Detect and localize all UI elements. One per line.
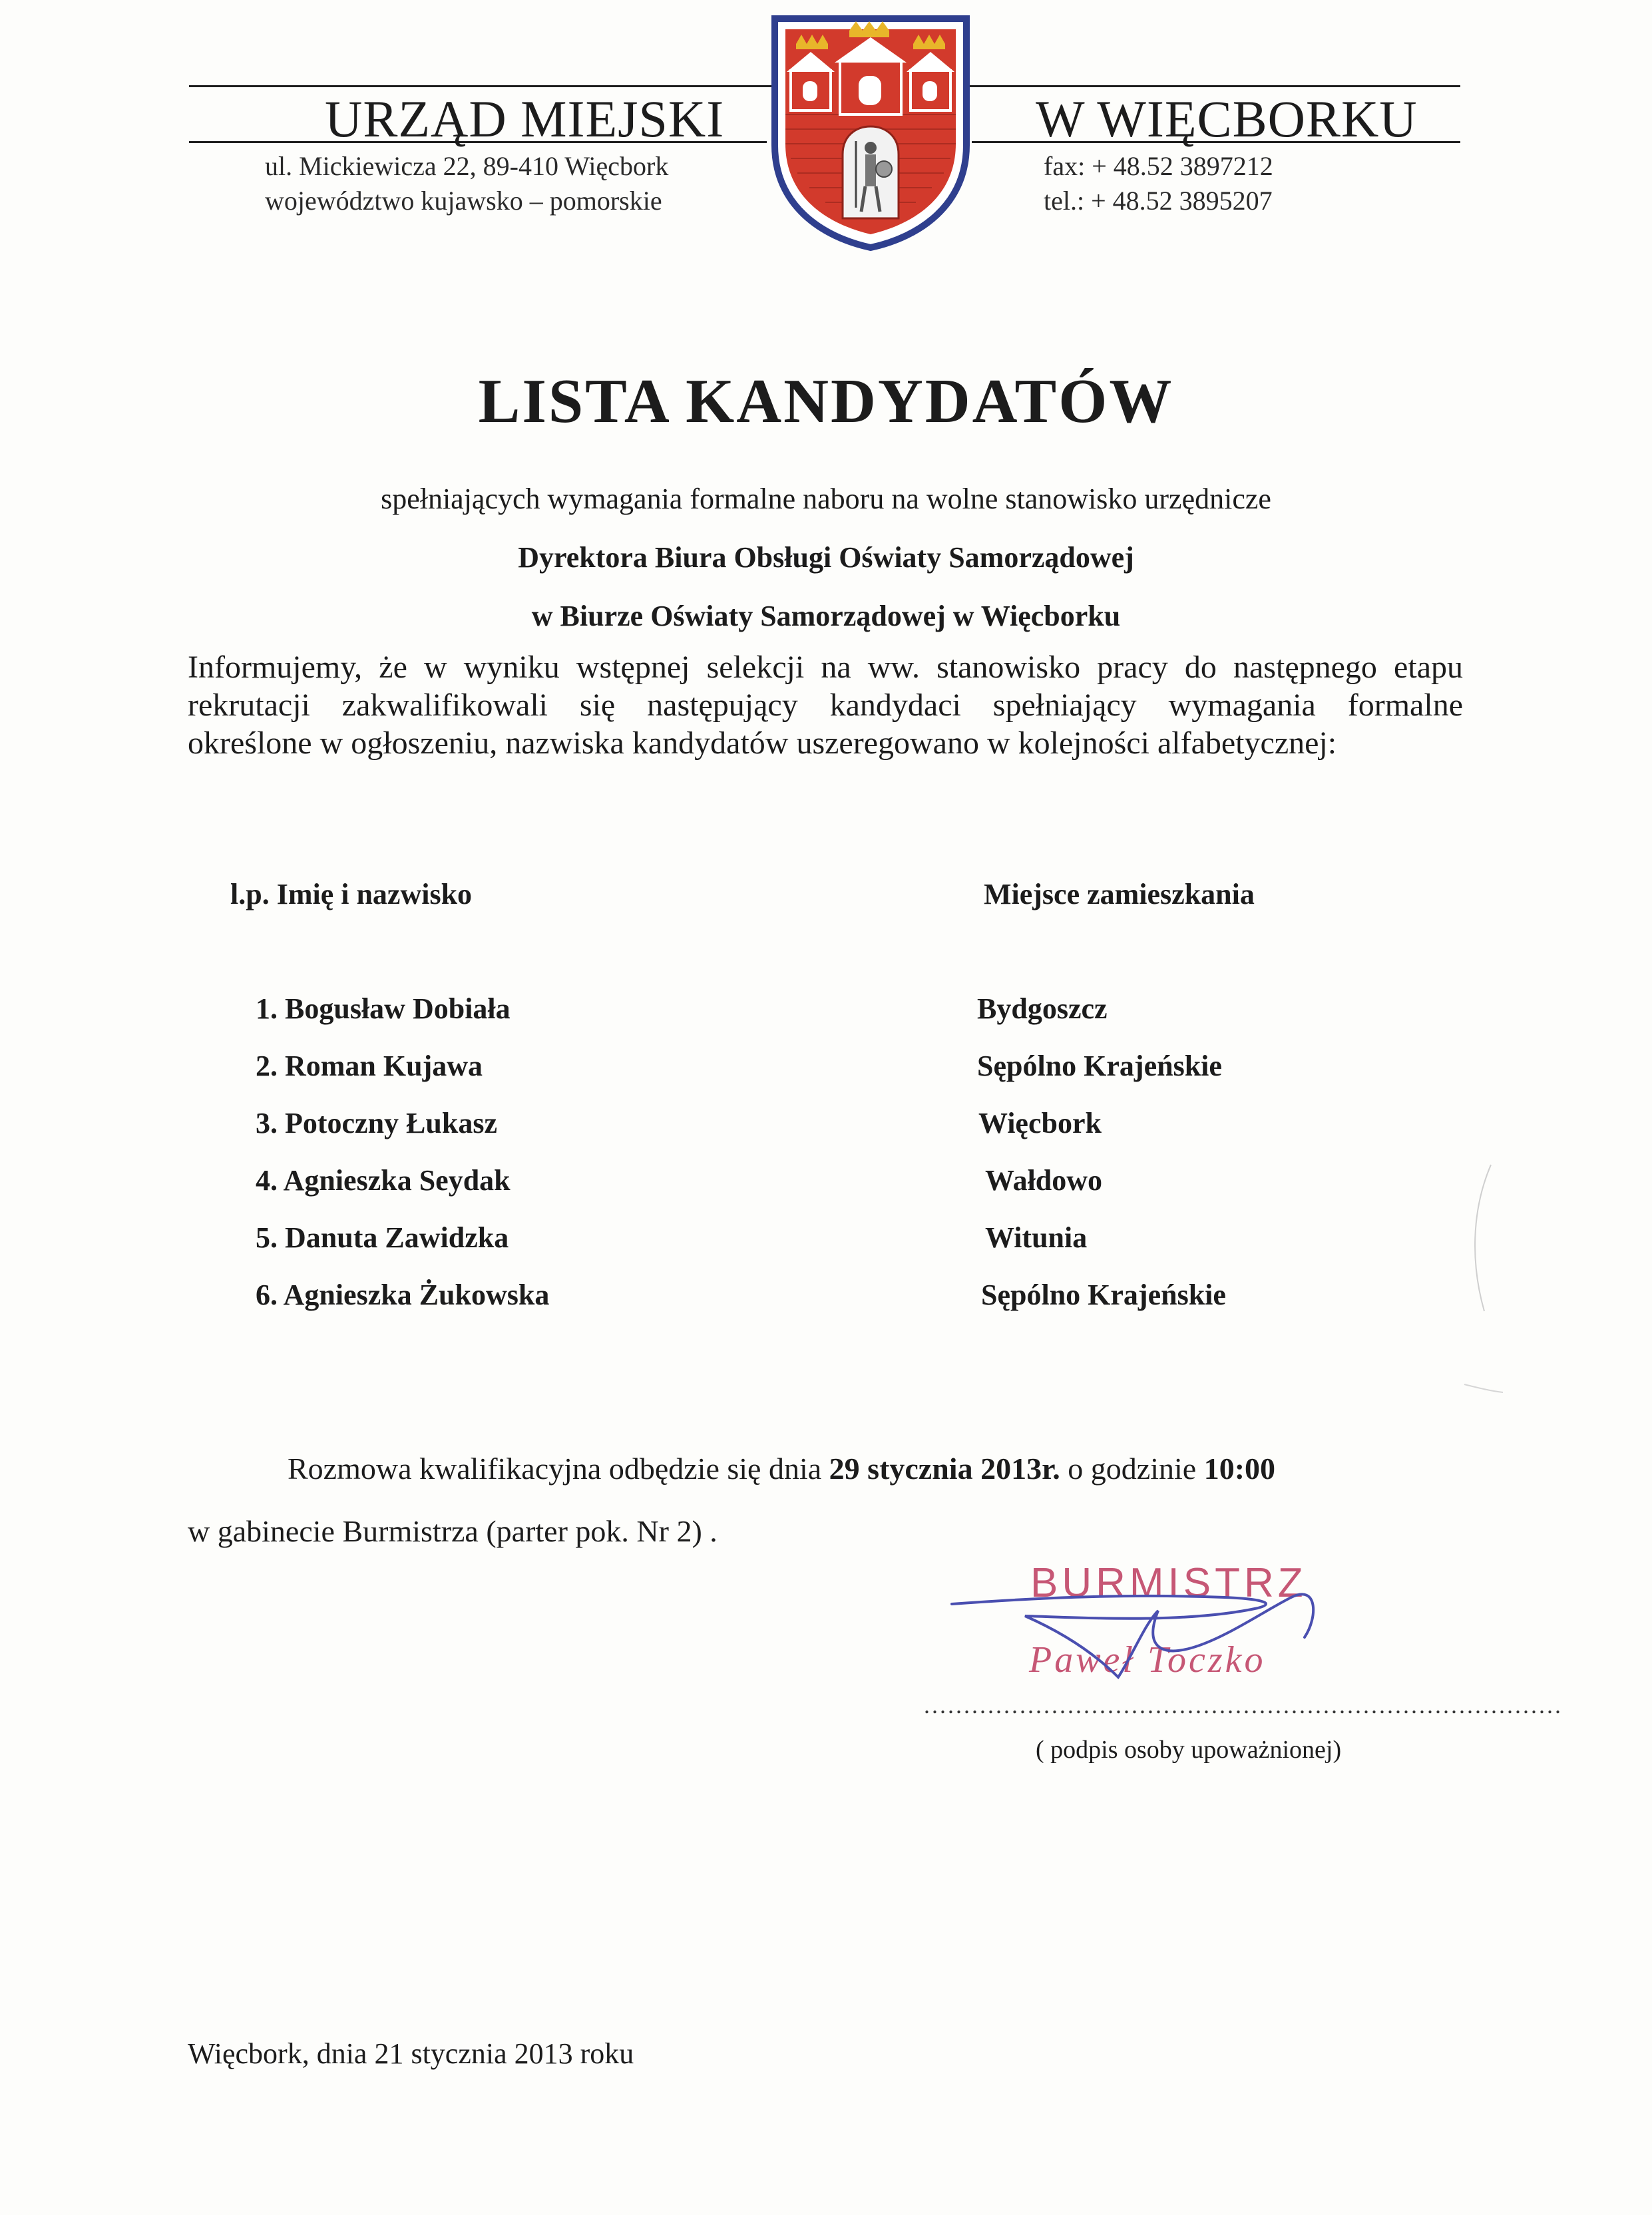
province-line: województwo kujawsko – pomorskie [265, 186, 662, 216]
office-name-right: W WIĘCBORKU [1036, 90, 1418, 148]
fax-line: fax: + 48.52 3897212 [1044, 151, 1273, 181]
subtitle-department: w Biurze Oświaty Samorządowej w Więcborku [531, 600, 1121, 632]
meeting-date: 29 stycznia 2013r. [829, 1452, 1060, 1486]
meeting-text: Rozmowa kwalifikacyjna odbędzie się dnia [288, 1452, 829, 1486]
candidate-name: 5. Danuta Zawidzka [256, 1221, 509, 1254]
scan-artifact [1464, 1158, 1504, 1531]
subtitle-requirements: spełniających wymagania formalne naboru na wolne stanowisko urzędnicze [381, 483, 1271, 515]
subtitle-position: Dyrektora Biura Obsługi Oświaty Samorządowej [518, 541, 1134, 574]
signature-caption: ( podpis osoby upoważnionej) [1036, 1736, 1342, 1764]
mayor-stamp-title: BURMISTRZ [1030, 1560, 1307, 1606]
tel-line: tel.: + 48.52 3895207 [1044, 186, 1273, 216]
mayor-stamp-name: Paweł Toczko [1029, 1639, 1266, 1681]
candidate-name: 1. Bogusław Dobiała [256, 992, 511, 1025]
meeting-text-2: o godzinie [1060, 1452, 1204, 1486]
candidate-place: Sępólno Krajeńskie [981, 1279, 1226, 1311]
address-line: ul. Mickiewicza 22, 89-410 Więcbork [265, 151, 669, 181]
candidate-place: Sępólno Krajeńskie [977, 1050, 1222, 1082]
document-title: LISTA KANDYDATÓW [478, 367, 1174, 436]
meeting-location: w gabinecie Burmistrza (parter pok. Nr 2) . [188, 1514, 718, 1548]
candidate-name: 3. Potoczny Łukasz [256, 1107, 497, 1139]
meeting-line [288, 1454, 1275, 1484]
signature-dotted-line: ................................................................................ [924, 1692, 1563, 1718]
meeting-time: 10:00 [1203, 1452, 1276, 1486]
place-and-date: Więcbork, dnia 21 stycznia 2013 roku [188, 2037, 634, 2070]
candidate-name: 6. Agnieszka Żukowska [256, 1279, 550, 1311]
town-coat-of-arms-icon [771, 15, 970, 252]
header-name: l.p. Imię i nazwisko [230, 878, 473, 910]
candidate-place: Witunia [985, 1221, 1088, 1254]
candidate-name: 4. Agnieszka Seydak [256, 1164, 511, 1197]
candidate-place: Więcbork [978, 1107, 1102, 1139]
candidate-place: Wałdowo [985, 1164, 1103, 1197]
candidate-place: Bydgoszcz [977, 992, 1108, 1025]
intro-line-2: rekrutacji zakwalifikowali się następujący kandydaci spełniający wymagania formalne [188, 688, 1463, 723]
office-name-left: URZĄD MIEJSKI [325, 90, 725, 148]
intro-line-3: określone w ogłoszeniu, nazwiska kandydatów uszeregowano w kolejności alfabetycznej: [188, 725, 1337, 761]
intro-line-1: Informujemy, że w wyniku wstępnej selekcji na ww. stanowisko pracy do następnego etapu [188, 650, 1463, 685]
candidate-name: 2. Roman Kujawa [256, 1050, 483, 1082]
handwritten-signature [945, 1584, 1344, 1691]
header-place: Miejsce zamieszkania [984, 878, 1255, 910]
intro-paragraph [188, 648, 1463, 762]
